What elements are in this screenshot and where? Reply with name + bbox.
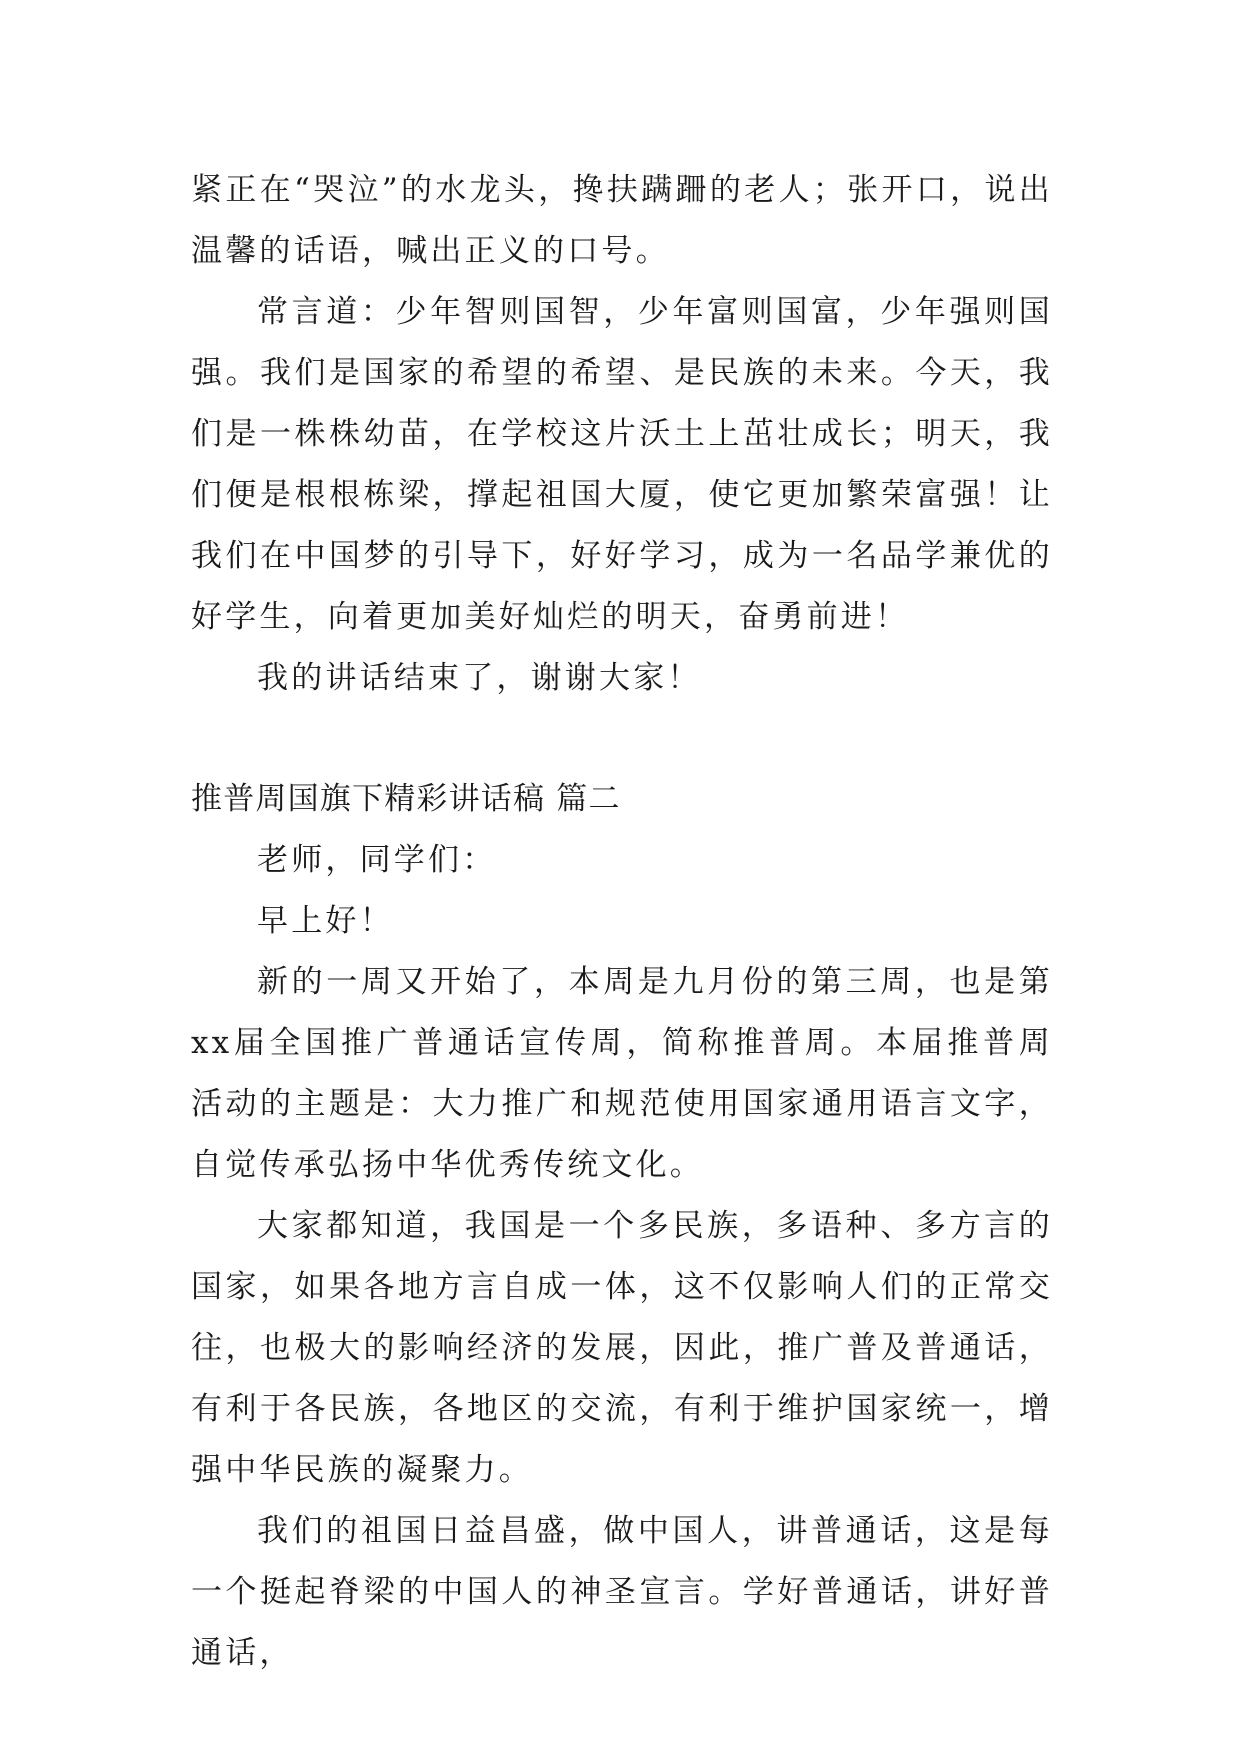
- paragraph-week-intro: 新的一周又开始了，本周是九月份的第三周，也是第xx届全国推广普通话宣传周，简称推普周。本届推普周活动的主题是：大力推广和规范使用国家通用语言文字，自觉传承弘扬中华优秀传统文化。: [191, 964, 1053, 1183]
- paragraph-motherland: 我们的祖国日益昌盛，做中国人，讲普通话，这是每一个挺起脊梁的中国人的神圣宣言。学好普通话，讲好普通话，: [191, 1513, 1053, 1671]
- document-body: [191, 160, 1053, 1684]
- paragraph-multi-ethnic: 大家都知道，我国是一个多民族，多语种、多方言的国家，如果各地方言自成一体，这不仅影响人们的正常交往，也极大的影响经济的发展，因此，推广普及普通话，有利于各民族，各地区的交流，有利于维护国家统一，增强中华民族的凝聚力。: [191, 1208, 1053, 1488]
- paragraph-youth-saying: 常言道：少年智则国智，少年富则国富，少年强则国强。我们是国家的希望的希望、是民族的未来。今天，我们是一株株幼苗，在学校这片沃土上茁壮成长；明天，我们便是根根栋梁，撑起祖国大厦，使它更加繁荣富强！让我们在中国梦的引导下，好好学习，成为一名品学兼优的好学生，向着更加美好灿烂的明天，奋勇前进！: [191, 294, 1053, 635]
- paragraph-salutation: 老师，同学们：: [257, 842, 497, 878]
- paragraph-greeting: 早上好！: [257, 903, 394, 939]
- section-title: 推普周国旗下精彩讲话稿 篇二: [191, 781, 621, 817]
- paragraph-continuation: 紧正在“哭泣”的水龙头，搀扶蹒跚的老人；张开口，说出温馨的话语，喊出正义的口号。: [191, 172, 1053, 269]
- paragraph-closing: 我的讲话结束了，谢谢大家！: [257, 660, 702, 696]
